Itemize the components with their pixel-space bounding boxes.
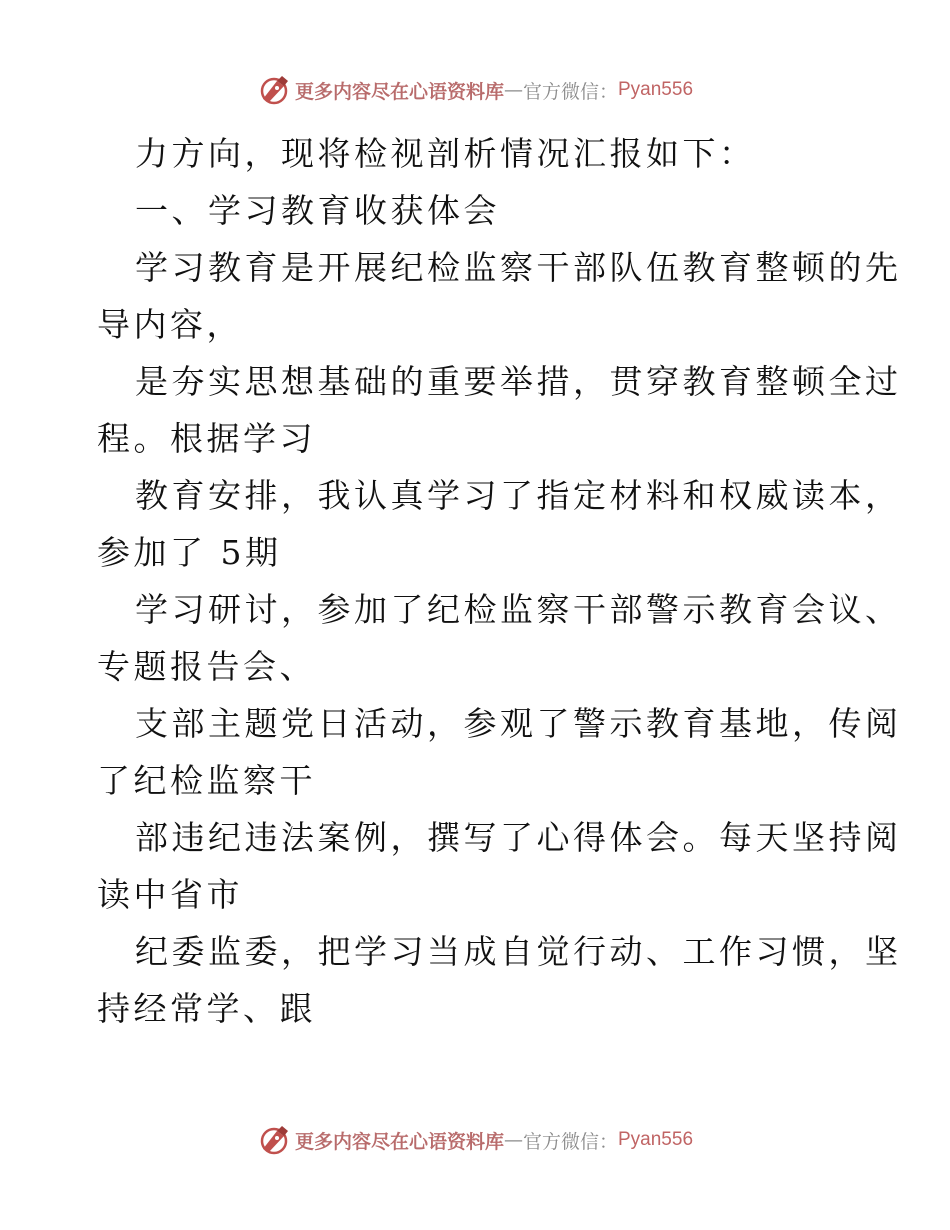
text-line: 了纪检监察干: [97, 761, 316, 800]
banner-official-label: 官方微信：: [522, 80, 618, 103]
text-line: 纪委监委，把学习当成自觉行动、工作习惯，坚: [135, 932, 902, 971]
banner-slogan: 更多内容尽在心语资料库: [294, 80, 504, 103]
banner-slogan: 更多内容尽在心语资料库: [294, 1130, 504, 1153]
text-line: 学习研讨，参加了纪检监察干部警示教育会议、: [135, 590, 902, 629]
section-heading: 一、学习教育收获体会: [135, 191, 500, 230]
text-line: 学习教育是开展纪检监察干部队伍教育整顿的先: [135, 248, 902, 287]
text-line: 导内容，: [97, 305, 243, 344]
text-line: 专题报告会、: [97, 647, 316, 686]
header-watermark-banner: [0, 70, 950, 110]
banner-wechat-id: Pyan556: [618, 1129, 694, 1150]
document-body: [97, 125, 902, 1037]
text-line: 是夯实思想基础的重要举措，贯穿教育整顿全过: [135, 362, 902, 401]
pen-nib-logo-icon: [257, 1123, 291, 1157]
banner-separator: —: [503, 1129, 523, 1151]
banner-separator: —: [503, 79, 523, 101]
text-line: 教育安排，我认真学习了指定材料和权威读本，: [135, 476, 902, 515]
footer-watermark-banner: [0, 1120, 950, 1160]
text-line: 读中省市: [97, 875, 243, 914]
text-line: 持经常学、跟: [97, 989, 316, 1028]
banner-wechat-id: Pyan556: [618, 79, 694, 100]
pen-nib-logo-icon: [257, 73, 291, 107]
text-line: 部违纪违法案例，撰写了心得体会。每天坚持阅: [135, 818, 902, 857]
text-line: 支部主题党日活动，参观了警示教育基地，传阅: [135, 704, 902, 743]
text-line: 力方向，现将检视剖析情况汇报如下：: [135, 134, 756, 173]
text-line: 程。根据学习: [97, 419, 316, 458]
banner-official-label: 官方微信：: [522, 1130, 618, 1153]
text-line: 参加了 5期: [97, 533, 282, 572]
